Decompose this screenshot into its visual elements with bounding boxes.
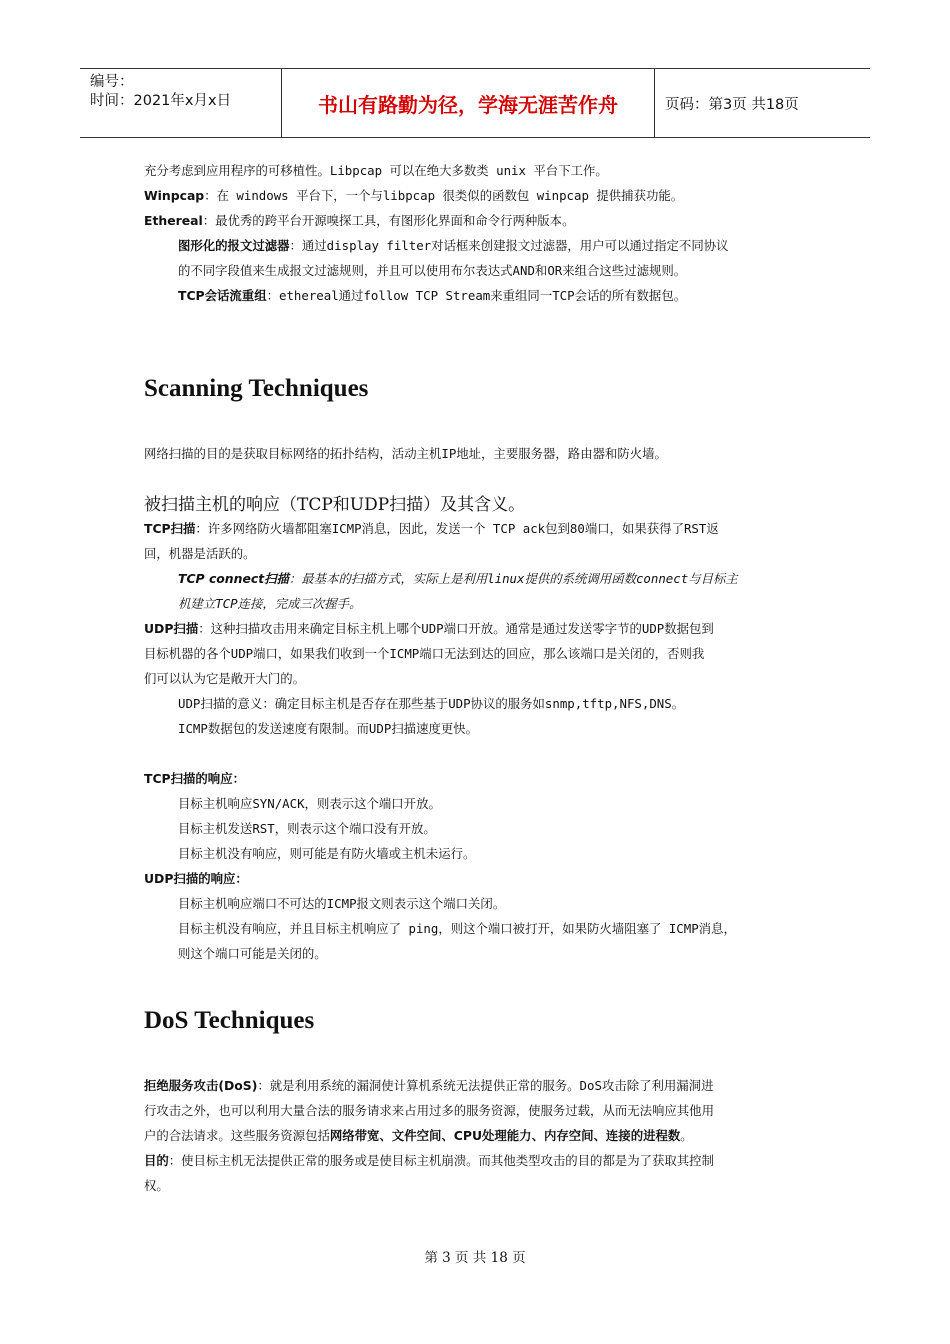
paragraph-tcp-reassembly xyxy=(178,283,808,308)
term: 图形化的报文过滤器 xyxy=(178,238,290,253)
text: ：通过display filter对话框来创建报文过滤器，用户可以通过指定不同协议 xyxy=(289,238,729,253)
time-label: 时间：2021年x月x日 xyxy=(90,93,232,109)
tcp-response-title: TCP扫描的响应： xyxy=(144,771,245,786)
paragraph-dos xyxy=(144,1073,808,1098)
text: 户的合法请求。这些服务资源包括 xyxy=(144,1128,330,1143)
tcp-response-item: 目标主机发送RST，则表示这个端口没有开放。 xyxy=(178,821,436,836)
header-divider xyxy=(654,69,655,137)
paragraph-tcp-connect xyxy=(178,566,808,591)
text: ：使目标主机无法提供正常的服务或是使目标主机崩溃。而其他类型攻击的目的都是为了获取其控制 xyxy=(168,1153,714,1168)
text: ：就是利用系统的漏洞使计算机系统无法提供正常的服务。DoS攻击除了利用漏洞进 xyxy=(257,1078,714,1093)
header-page-info: 页码：第3页 共18页 xyxy=(665,96,799,113)
paragraph-dos-cont: 行攻击之外，也可以利用大量合法的服务请求来占用过多的服务资源，使服务过载，从而无法响应其他用 xyxy=(144,1103,714,1118)
term: TCP connect扫描 xyxy=(178,571,289,586)
header-meta xyxy=(90,73,231,111)
text: ：最优秀的跨平台开源嗅探工具，有图形化界面和命令行两种版本。 xyxy=(202,213,575,228)
paragraph-udp-meaning: UDP扫描的意义：确定目标主机是否存在那些基于UDP协议的服务如snmp,tftp,NFS,DNS。 xyxy=(178,696,685,711)
paragraph-tcp-scan-cont: 回，机器是活跃的。 xyxy=(144,546,256,561)
tcp-response-item: 目标主机响应SYN/ACK，则表示这个端口开放。 xyxy=(178,796,441,811)
term: TCP扫描 xyxy=(144,521,196,536)
text: 。 xyxy=(680,1128,693,1143)
paragraph-scan-intro: 网络扫描的目的是获取目标网络的拓扑结构，活动主机IP地址，主要服务器，路由器和防火墙。 xyxy=(144,446,667,461)
paragraph-tcp-connect-cont: 机建立TCP连接，完成三次握手。 xyxy=(178,596,362,611)
term: 目的 xyxy=(144,1153,169,1168)
text: ：在 windows 平台下，一个与libpcap 很类似的函数包 winpcap 提供捕获功能。 xyxy=(204,188,684,203)
paragraph-filter-cont: 的不同字段值来生成报文过滤规则，并且可以使用布尔表达式AND和OR来组合这些过滤规则。 xyxy=(178,263,687,278)
paragraph-goal xyxy=(144,1148,808,1173)
term: TCP会话流重组 xyxy=(178,288,267,303)
paragraph-udp-scan-cont: 们可以认为它是敞开大门的。 xyxy=(144,671,306,686)
page-header xyxy=(80,68,870,138)
text: ：最基本的扫描方式，实际上是利用linux提供的系统调用函数connect与目标主 xyxy=(288,571,738,586)
paragraph-ethereal xyxy=(144,208,808,233)
page-footer: 第 3 页 共 18 页 xyxy=(424,1250,526,1266)
paragraph-icmp-rate: ICMP数据包的发送速度有限制。而UDP扫描速度更快。 xyxy=(178,721,479,736)
udp-response-item-cont: 则这个端口可能是关闭的。 xyxy=(178,946,327,961)
text: ：许多网络防火墙都阻塞ICMP消息，因此，发送一个 TCP ack包到80端口，如果获得了RST返 xyxy=(195,521,719,536)
code-label: 编号： xyxy=(90,74,134,90)
paragraph-winpcap xyxy=(144,183,808,208)
udp-response-item: 目标主机响应端口不可达的ICMP报文则表示这个端口关闭。 xyxy=(178,896,506,911)
paragraph-tcp-scan xyxy=(144,516,808,541)
tcp-response-item: 目标主机没有响应，则可能是有防火墙或主机未运行。 xyxy=(178,846,476,861)
udp-response-item: 目标主机没有响应，并且目标主机响应了 ping，则这个端口被打开，如果防火墙阻塞了 ICMP消息， xyxy=(178,921,736,936)
paragraph-udp-scan xyxy=(144,616,808,641)
term: Ethereal xyxy=(144,213,203,228)
header-motto: 书山有路勤为径，学海无涯苦作舟 xyxy=(318,92,618,117)
heading-scanning: Scanning Techniques xyxy=(144,375,369,402)
text: ：ethereal通过follow TCP Stream来重组同一TCP会话的所有数据包。 xyxy=(266,288,687,303)
paragraph-dos-cont xyxy=(144,1123,808,1148)
resources-term: 网络带宽、文件空间、CPU处理能力、内存空间、连接的进程数 xyxy=(329,1128,681,1143)
subheading-response: 被扫描主机的响应（TCP和UDP扫描）及其含义。 xyxy=(144,495,526,515)
paragraph-filter xyxy=(178,233,808,258)
text: ：这种扫描攻击用来确定目标主机上哪个UDP端口开放。通常是通过发送零字节的UDP数据包到 xyxy=(198,621,714,636)
heading-dos: DoS Techniques xyxy=(144,1007,315,1034)
paragraph: 充分考虑到应用程序的可移植性。Libpcap 可以在绝大多数类 unix 平台下工作。 xyxy=(144,163,608,178)
term: 拒绝服务攻击(DoS) xyxy=(144,1078,258,1093)
paragraph-udp-scan-cont: 目标机器的各个UDP端口，如果我们收到一个ICMP端口无法到达的回应，那么该端口是关闭的，否则我 xyxy=(144,646,705,661)
paragraph-goal-cont: 权。 xyxy=(144,1178,169,1193)
term: Winpcap xyxy=(144,188,205,203)
udp-response-title: UDP扫描的响应： xyxy=(144,871,248,886)
term: UDP扫描 xyxy=(144,621,199,636)
